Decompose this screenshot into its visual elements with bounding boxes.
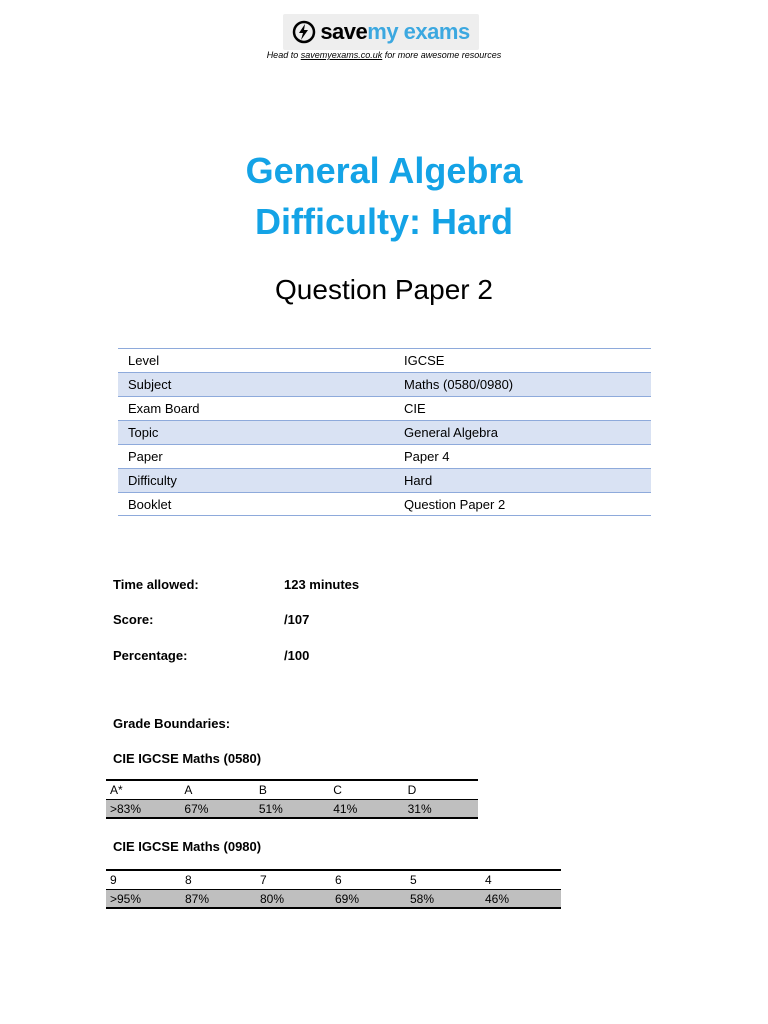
grade-table-0580-title: CIE IGCSE Maths (0580) [113,751,262,766]
info-label: Subject [128,377,172,392]
info-value: IGCSE [404,353,445,368]
grade-cell: A [184,783,193,797]
info-row-subject [118,372,651,396]
tagline-prefix: Head to [266,50,301,60]
grade-cell: 9 [110,873,117,887]
grade-cell: D [407,783,417,797]
info-row-level [118,348,651,372]
grade-cell: C [333,783,342,797]
info-row-booklet [118,492,651,516]
score-label: Score: [113,612,154,627]
info-label: Booklet [128,496,172,512]
percent-cell: 46% [485,891,510,906]
grade-table-0980-title: CIE IGCSE Maths (0980) [113,839,262,854]
grade-cell: A* [110,783,123,797]
percent-cell: 31% [407,801,432,816]
grade-row [106,869,561,889]
percent-cell: 80% [260,891,285,906]
percent-cell: 69% [335,891,360,906]
info-table [118,348,651,516]
info-value: Maths (0580/0980) [404,377,514,392]
percent-cell: 41% [333,801,358,816]
tagline-suffix: for more awesome resources [382,50,502,60]
info-value: General Algebra [404,425,498,440]
grade-cell: 6 [335,873,342,887]
grade-cell: 8 [185,873,192,887]
savemyexams-logo [283,14,479,50]
percent-cell: 67% [184,801,209,816]
info-label: Topic [128,425,159,440]
percent-cell: >95% [110,891,142,906]
info-row-paper [118,444,651,468]
percent-cell: 51% [258,801,283,816]
info-label: Level [128,353,160,368]
grade-cell: 5 [410,873,417,887]
info-value: Question Paper 2 [404,496,506,512]
info-row-topic [118,420,651,444]
difficulty-title: Difficulty: Hard [254,201,513,242]
percent-row [106,799,478,819]
percent-cell: 58% [410,891,435,906]
grade-cell: B [258,783,267,797]
score-value: /107 [284,612,310,627]
info-label: Difficulty [128,473,177,488]
time-allowed-label: Time allowed: [113,577,199,592]
info-row-difficulty [118,468,651,492]
info-value: Paper 4 [404,449,450,464]
tagline-link[interactable]: savemyexams.co.uk [300,50,383,60]
logo-myexams-text: my exams [367,19,470,44]
grade-table-0980 [106,869,561,909]
grade-row [106,779,478,799]
grade-boundaries-heading: Grade Boundaries: [113,716,231,731]
logo-save-text: save [320,19,368,44]
info-value: CIE [404,401,426,416]
percent-cell: >83% [110,801,142,816]
info-row-exam-board [118,396,651,420]
grade-table-0580 [106,779,478,819]
time-allowed-value: 123 minutes [284,577,360,592]
paper-subtitle: Question Paper 2 [275,274,493,305]
lightning-bolt-icon [292,20,316,44]
info-label: Exam Board [128,401,200,416]
info-value: Hard [404,473,433,488]
percent-cell: 87% [185,891,210,906]
percentage-label: Percentage: [113,648,188,663]
percent-row [106,889,561,909]
grade-cell: 4 [485,873,492,887]
grade-cell: 7 [260,873,267,887]
info-label: Paper [128,449,163,464]
tagline [0,50,768,60]
page-title: General Algebra [245,150,523,191]
percentage-value: /100 [284,648,310,663]
